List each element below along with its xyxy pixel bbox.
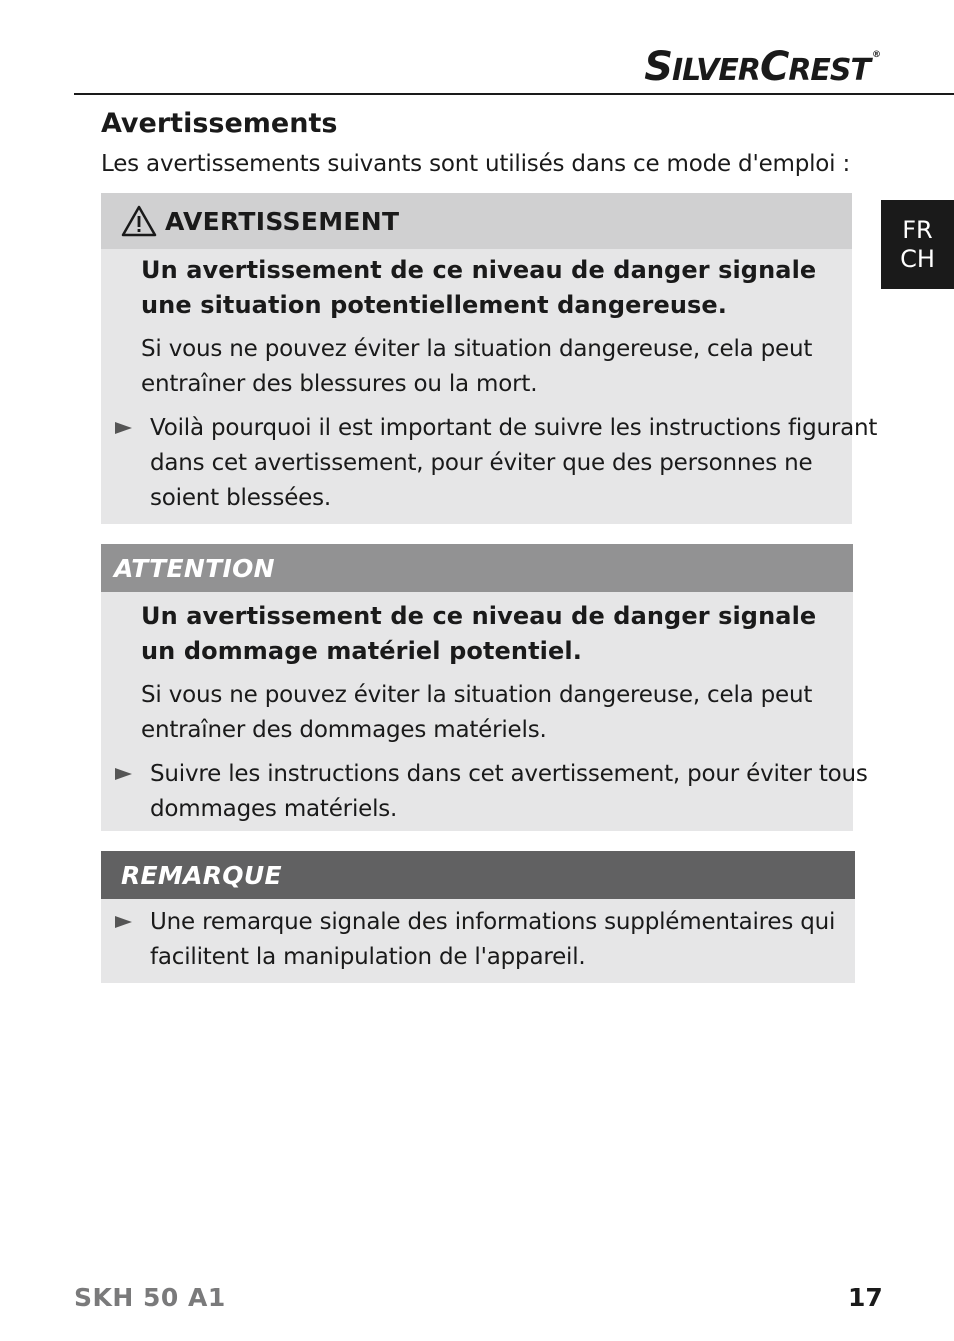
warning-box-header	[101, 193, 852, 249]
warning-bullet	[101, 411, 878, 516]
language-tab	[881, 200, 954, 289]
attention-bullet-line2: dommages matériels.	[150, 796, 398, 822]
warning-body-line2: entraîner des blessures ou la mort.	[141, 371, 538, 397]
footer-model-number: SKH 50 A1	[74, 1283, 226, 1312]
warning-box	[101, 193, 878, 524]
bullet-arrow-icon	[115, 768, 132, 780]
warning-bullet-line2: dans cet avertissement, pour éviter que des personnes ne	[150, 450, 813, 476]
remarque-heading: REMARQUE	[121, 860, 282, 890]
brand-logo	[644, 44, 880, 90]
remarque-bullet-line1: Une remarque signale des informations supplémentaires qui	[150, 909, 836, 935]
warning-lead-line1: Un avertissement de ce niveau de danger signale	[141, 256, 817, 284]
attention-heading: ATTENTION	[114, 553, 275, 583]
bullet-arrow-icon	[115, 916, 132, 928]
warning-lead-line2: une situation potentiellement dangereuse.	[141, 291, 728, 319]
section-title: Avertissements	[101, 108, 338, 139]
registered-mark: ®	[872, 50, 880, 60]
attention-lead-line1: Un avertissement de ce niveau de danger signale	[141, 602, 817, 630]
header-rule	[74, 93, 954, 95]
attention-body-line1: Si vous ne pouvez éviter la situation dangereuse, cela peut	[141, 682, 813, 708]
remarque-box	[101, 851, 855, 983]
section-intro: Les avertissements suivants sont utilisés dans ce mode d'emploi :	[101, 151, 851, 177]
brand-letter-s: S	[644, 44, 672, 90]
attention-box	[101, 544, 868, 831]
language-tab-line1: FR	[902, 215, 933, 244]
bullet-arrow-icon	[115, 422, 132, 434]
attention-body-line2: entraîner des dommages matériels.	[141, 717, 547, 743]
attention-bullet	[101, 757, 868, 827]
attention-bullet-line1: Suivre les instructions dans cet avertissement, pour éviter tous	[150, 761, 868, 787]
warning-bullet-line1: Voilà pourquoi il est important de suivre les instructions figurant	[150, 415, 878, 441]
attention-lead-line2: un dommage matériel potentiel.	[141, 637, 582, 665]
warning-bullet-line3: soient blessées.	[150, 485, 332, 511]
warning-heading: AVERTISSEMENT	[165, 206, 400, 236]
footer-page-number: 17	[848, 1283, 883, 1312]
language-tab-line2: CH	[900, 244, 935, 273]
attention-box-header	[101, 544, 853, 592]
warning-body-line1: Si vous ne pouvez éviter la situation dangereuse, cela peut	[141, 336, 813, 362]
brand-part-ilver: ILVER	[672, 53, 760, 88]
remarque-bullet-line2: facilitent la manipulation de l'appareil.	[150, 944, 586, 970]
remarque-box-header	[101, 851, 855, 899]
brand-letter-c: C	[759, 44, 789, 90]
remarque-bullet	[101, 905, 855, 975]
warning-triangle-icon	[121, 205, 157, 237]
brand-part-rest: REST	[788, 53, 870, 88]
